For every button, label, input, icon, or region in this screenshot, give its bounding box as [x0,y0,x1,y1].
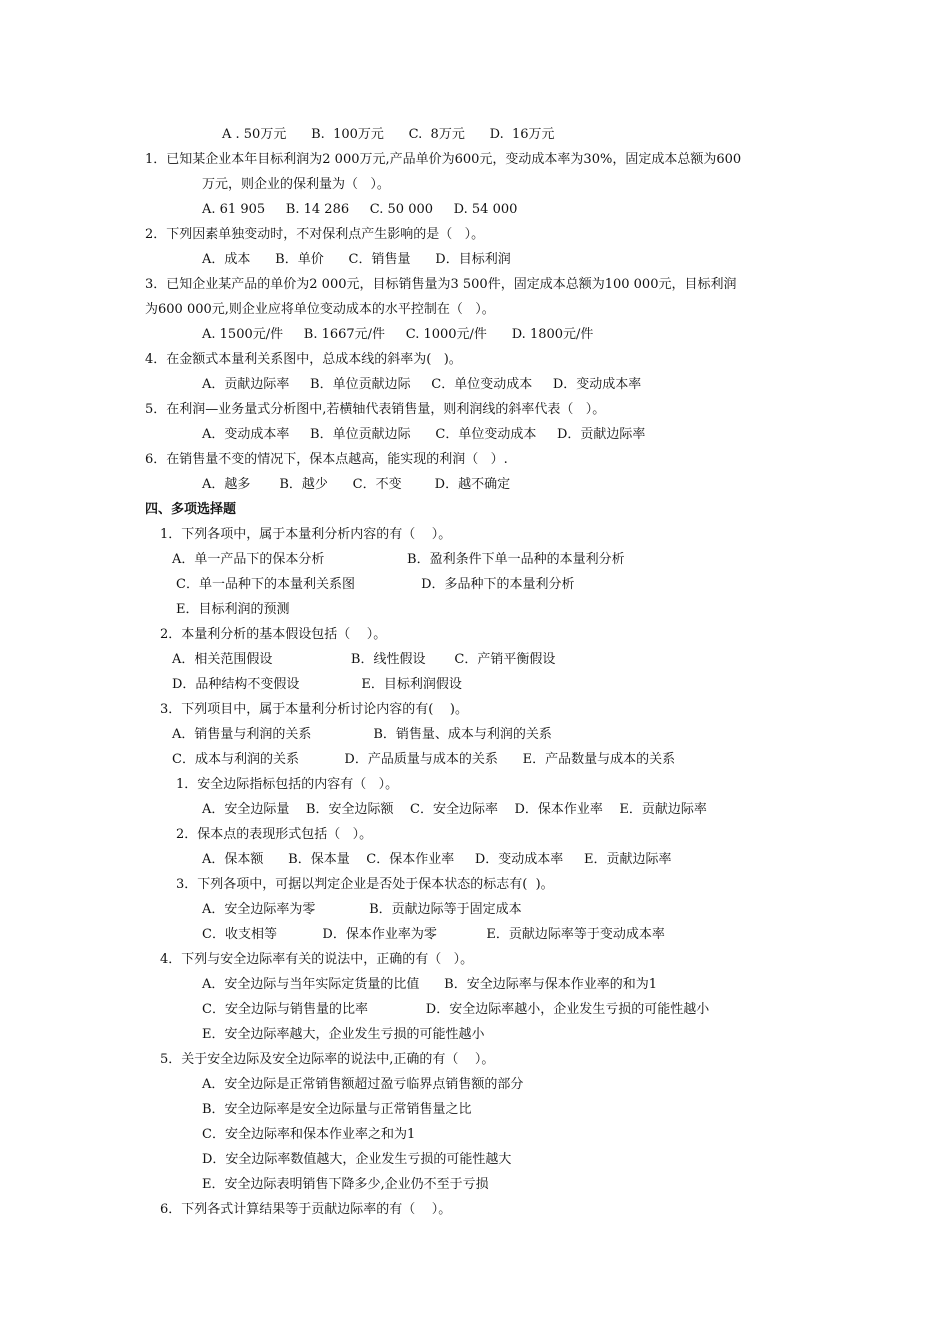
question-stem: 4．在金额式本量利关系图中，总成本线的斜率为( )。 [145,352,462,367]
question-stem: 5．关于安全边际及安全边际率的说法中,正确的有（ ）。 [160,1052,495,1067]
answer-options: A．销售量与利润的关系 B．销售量、成本与利润的关系 [172,727,552,742]
text-line: A . 50万元 B. 100万元 C. 8万元 D. 16万元 [222,127,555,142]
answer-option: B．安全边际率是安全边际量与正常销售量之比 [202,1102,472,1117]
answer-options: A．贡献边际率 B．单位贡献边际 C．单位变动成本 D．变动成本率 [202,377,642,392]
question-stem: 2．保本点的表现形式包括（ ）。 [176,827,373,842]
question-stem: 4．下列与安全边际率有关的说法中，正确的有（ ）。 [160,952,474,967]
question-stem: 3．下列各项中，可据以判定企业是否处于保本状态的标志有( )。 [176,877,554,892]
answer-options: A．成本 B．单价 C．销售量 D．目标利润 [202,252,511,267]
answer-options: A．变动成本率 B．单位贡献边际 C．单位变动成本 D．贡献边际率 [202,427,646,442]
answer-options: A．越多 B．越少 C．不变 D．越不确定 [202,477,511,492]
answer-options: A．安全边际量 B．安全边际额 C．安全边际率 D．保本作业率 E．贡献边际率 [202,802,707,817]
answer-options: A．单一产品下的保本分析 B．盈利条件下单一品种的本量利分析 [172,552,625,567]
answer-option: A．安全边际是正常销售额超过盈亏临界点销售额的部分 [202,1077,524,1092]
answer-option: E．安全边际表明销售下降多少,企业仍不至于亏损 [202,1177,489,1192]
question-stem: 5．在利润—业务量式分析图中,若横轴代表销售量，则利润线的斜率代表（ ）。 [145,402,606,417]
answer-options: E．安全边际率越大，企业发生亏损的可能性越小 [202,1027,485,1042]
answer-options: A．相关范围假设 B．线性假设 C．产销平衡假设 [172,652,556,667]
question-stem: 2．本量利分析的基本假设包括（ ）。 [160,627,387,642]
question-stem: 3．下列项目中，属于本量利分析讨论内容的有( )。 [160,702,468,717]
question-stem: 1．安全边际指标包括的内容有（ ）。 [176,777,399,792]
section-heading: 四、多项选择题 [145,502,237,517]
question-stem: 3．已知企业某产品的单价为2 000元，目标销售量为3 500件，固定成本总额为100 000元，目标利润 [145,277,737,292]
question-stem: 6．下列各式计算结果等于贡献边际率的有（ ）。 [160,1202,452,1217]
answer-options: E．目标利润的预测 [176,602,290,617]
answer-options: A．保本额 B．保本量 C．保本作业率 D．变动成本率 E．贡献边际率 [202,852,672,867]
answer-options: A. 1500元/件 B. 1667元/件 C. 1000元/件 D. 1800元/件 [202,327,594,342]
question-stem-continued: 万元，则企业的保利量为（ ）。 [202,177,390,192]
question-stem: 1．已知某企业本年目标利润为2 000万元,产品单价为600元，变动成本率为30%，固定成本总额为600 [145,152,742,167]
answer-options: C．安全边际与销售量的比率 D．安全边际率越小，企业发生亏损的可能性越小 [202,1002,710,1017]
answer-option: D．安全边际率数值越大，企业发生亏损的可能性越大 [202,1152,512,1167]
question-stem: 2．下列因素单独变动时，不对保利点产生影响的是（ ）。 [145,227,485,242]
answer-options: C．单一品种下的本量利关系图 D．多品种下的本量利分析 [176,577,575,592]
answer-options: A．安全边际率为零 B．贡献边际等于固定成本 [202,902,522,917]
question-stem: 6．在销售量不变的情况下，保本点越高，能实现的利润（ ）. [145,452,508,467]
question-stem-continued: 为600 000元,则企业应将单位变动成本的水平控制在（ ）。 [145,302,495,317]
answer-options: D．品种结构不变假设 E．目标利润假设 [172,677,462,692]
answer-options: A．安全边际与当年实际定货量的比值 B．安全边际率与保本作业率的和为1 [202,977,658,992]
answer-option: C．安全边际率和保本作业率之和为1 [202,1127,416,1142]
answer-options: C．收支相等 D．保本作业率为零 E．贡献边际率等于变动成本率 [202,927,665,942]
answer-options: A. 61 905 B. 14 286 C. 50 000 D. 54 000 [202,202,518,217]
answer-options: C．成本与利润的关系 D．产品质量与成本的关系 E．产品数量与成本的关系 [172,752,676,767]
question-stem: 1．下列各项中，属于本量利分析内容的有（ ）。 [160,527,452,542]
